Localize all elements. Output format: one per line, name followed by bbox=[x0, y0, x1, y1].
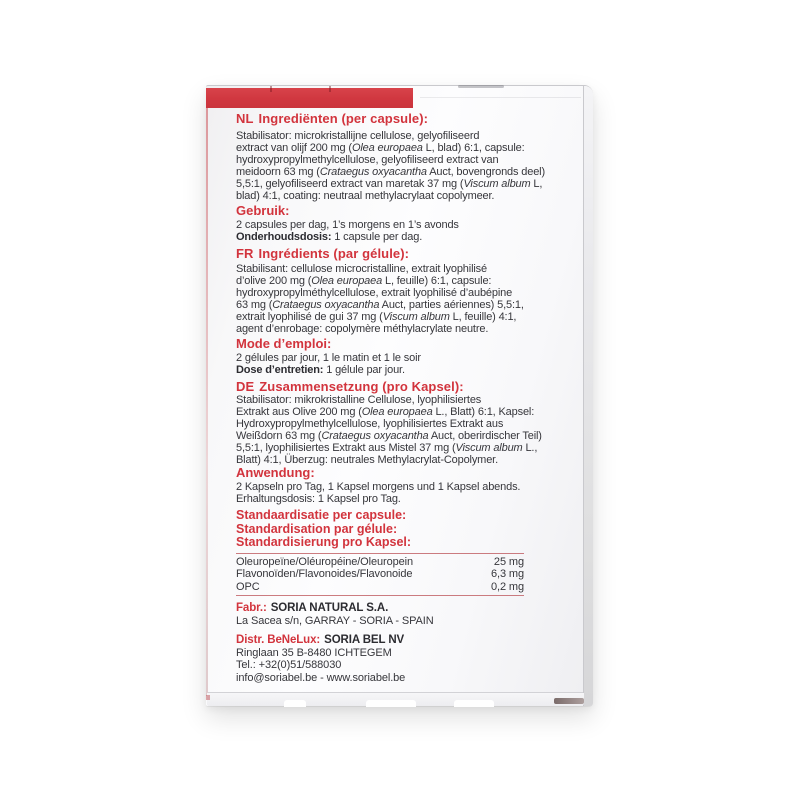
divider-line-top bbox=[236, 553, 524, 554]
text-line: extract van olijf 200 mg (Olea europaea L, blad) 6:1, capsule: bbox=[236, 142, 525, 154]
distributor-line bbox=[236, 634, 558, 647]
text-line: Erhaltungsdosis: 1 Kapsel pro Tag. bbox=[236, 493, 401, 505]
text-line: 5,5:1, lyophilisiertes Extrakt aus Mistel 37 mg (Viscum album L., bbox=[236, 442, 538, 454]
substance-label: Oleuropeïne/Oléuropéine/Oleuropein bbox=[236, 555, 413, 568]
product-box-back-panel bbox=[206, 85, 593, 706]
nl-ingredients-text bbox=[236, 130, 558, 202]
text-line: info@soriabel.be - www.soriabel.be bbox=[236, 671, 406, 684]
standardization-table bbox=[236, 556, 524, 594]
lang-code-fr: FR bbox=[236, 246, 254, 261]
text-line: 63 mg (Crataegus oxyacantha Auct, parties aériennes) 5,5:1, bbox=[236, 299, 524, 311]
fr-ingredients-title: Ingrédients (par gélule): bbox=[258, 246, 410, 261]
fr-ingredients-heading bbox=[236, 247, 558, 261]
text-line: Standardisierung pro Kapsel: bbox=[236, 535, 412, 549]
substance-amount: 0,2 mg bbox=[490, 580, 524, 593]
de-ingredients-title: Zusammensetzung (pro Kapsel): bbox=[259, 379, 464, 394]
bottom-edge-notch bbox=[454, 700, 494, 707]
bottom-edge-notch bbox=[284, 700, 306, 707]
text-line: Blatt) 4:1, Überzug: neutrales Methylacrylat-Copolymer. bbox=[236, 454, 498, 466]
substance-label: OPC bbox=[236, 580, 260, 593]
top-die-cut-mark bbox=[329, 86, 331, 92]
text-line: extrait lyophilisé de gui 37 mg (Viscum album L, feuille) 4:1, bbox=[236, 311, 517, 323]
lang-code-de: DE bbox=[236, 379, 255, 394]
text-line: Stabilisator: mikrokristalline Cellulose, lyophilisiertes bbox=[236, 394, 482, 406]
top-die-cut-mark bbox=[270, 86, 272, 92]
fr-usage-heading: Mode d’emploi: bbox=[236, 336, 332, 351]
bottom-flap-seam bbox=[208, 692, 583, 693]
text-line: d’olive 200 mg (Olea europaea L, feuille) 6:1, capsule: bbox=[236, 275, 492, 287]
red-accent-band bbox=[206, 88, 413, 108]
text-line: agent d’enrobage: copolymère méthylacrylate neutre. bbox=[236, 323, 489, 335]
text-line: Stabilisant: cellulose microcristalline, extrait lyophilisé bbox=[236, 263, 487, 275]
substance-amount: 25 mg bbox=[493, 555, 524, 568]
substance-amount: 6,3 mg bbox=[490, 568, 524, 580]
manufacturer-line bbox=[236, 602, 558, 615]
distributor-address bbox=[236, 647, 558, 685]
table-row bbox=[236, 568, 524, 581]
manufacturer-name: SORIA NATURAL S.A. bbox=[270, 602, 389, 614]
text-line: Standaardisatie per capsule: bbox=[236, 508, 407, 522]
nl-usage-heading: Gebruik: bbox=[236, 203, 290, 218]
text-line: Hydroxypropylmethylcellulose, lyophilisiertes Extrakt aus bbox=[236, 418, 504, 430]
de-usage-heading: Anwendung: bbox=[236, 465, 315, 480]
standardization-headings bbox=[236, 509, 558, 550]
fr-usage-text bbox=[236, 352, 558, 376]
substance-label: Flavonoïden/Flavonoides/Flavonoide bbox=[236, 568, 413, 580]
manufacturer-block bbox=[236, 602, 558, 628]
manufacturer-address bbox=[236, 615, 558, 628]
distributor-block bbox=[236, 634, 558, 685]
bottom-right-gap-shadow bbox=[554, 698, 584, 704]
box-left-edge bbox=[206, 108, 208, 696]
text-line: Standardisation par gélule: bbox=[236, 521, 398, 536]
de-ingredients-text bbox=[236, 394, 558, 466]
divider-line-bottom bbox=[236, 595, 524, 596]
distributor-label: Distr. BeNeLux: bbox=[236, 633, 321, 646]
table-row bbox=[236, 556, 524, 569]
label-content bbox=[236, 112, 558, 684]
text-line: meidoorn 63 mg (Crataegus oxyacantha Auct, bovengronds deel) bbox=[236, 166, 545, 178]
box-top-crease bbox=[420, 97, 581, 98]
text-line: hydroxypropylméthylcellulose, extrait lyophilisé d’aubépine bbox=[236, 287, 513, 299]
distributor-name: SORIA BEL NV bbox=[324, 633, 405, 646]
text-line: La Sacea s/n, GARRAY - SORIA - SPAIN bbox=[236, 615, 434, 627]
bottom-edge-notch bbox=[366, 700, 416, 707]
manufacturer-label: Fabr.: bbox=[236, 602, 267, 614]
box-right-side-face bbox=[583, 86, 593, 706]
text-line: Tel.: +32(0)51/588030 bbox=[236, 659, 342, 671]
top-flap-mark bbox=[458, 85, 504, 88]
table-row bbox=[236, 581, 524, 594]
de-ingredients-heading bbox=[236, 380, 558, 394]
fr-ingredients-text bbox=[236, 263, 558, 335]
text-line: 2 capsules per dag, 1’s morgens en 1’s avonds bbox=[236, 219, 459, 231]
nl-ingredients-title: Ingrediënten (per capsule): bbox=[258, 111, 429, 126]
text-line: Onderhoudsdosis: 1 capsule per dag. bbox=[236, 231, 423, 243]
text-line: Stabilisator: microkristallijne cellulose, gelyofiliseerd bbox=[236, 130, 480, 142]
nl-ingredients-heading bbox=[236, 112, 558, 126]
text-line: Extrakt aus Olive 200 mg (Olea europaea L., Blatt) 6:1, Kapsel: bbox=[236, 406, 535, 418]
nl-usage-text bbox=[236, 219, 558, 243]
bottom-left-red-sliver bbox=[206, 695, 210, 700]
text-line: Weißdorn 63 mg (Crataegus oxyacantha Auct, oberirdischer Teil) bbox=[236, 430, 542, 442]
text-line: 5,5:1, gelyofiliseerd extract van maretak 37 mg (Viscum album L, bbox=[236, 178, 543, 190]
de-usage-text bbox=[236, 481, 558, 505]
lang-code-nl: NL bbox=[236, 111, 254, 126]
text-line: Dose d’entretien: 1 gélule par jour. bbox=[236, 364, 405, 376]
text-line: 2 gélules par jour, 1 le matin et 1 le soir bbox=[236, 352, 421, 364]
text-line: hydroxypropylmethylcellulose, gelyofiliseerd extract van bbox=[236, 154, 499, 166]
text-line: 2 Kapseln pro Tag, 1 Kapsel morgens und 1 Kapsel abends. bbox=[236, 481, 521, 493]
text-line: Ringlaan 35 B-8480 ICHTEGEM bbox=[236, 646, 392, 659]
text-line: blad) 4:1, coating: neutraal methylacrylaat copolymeer. bbox=[236, 190, 495, 202]
